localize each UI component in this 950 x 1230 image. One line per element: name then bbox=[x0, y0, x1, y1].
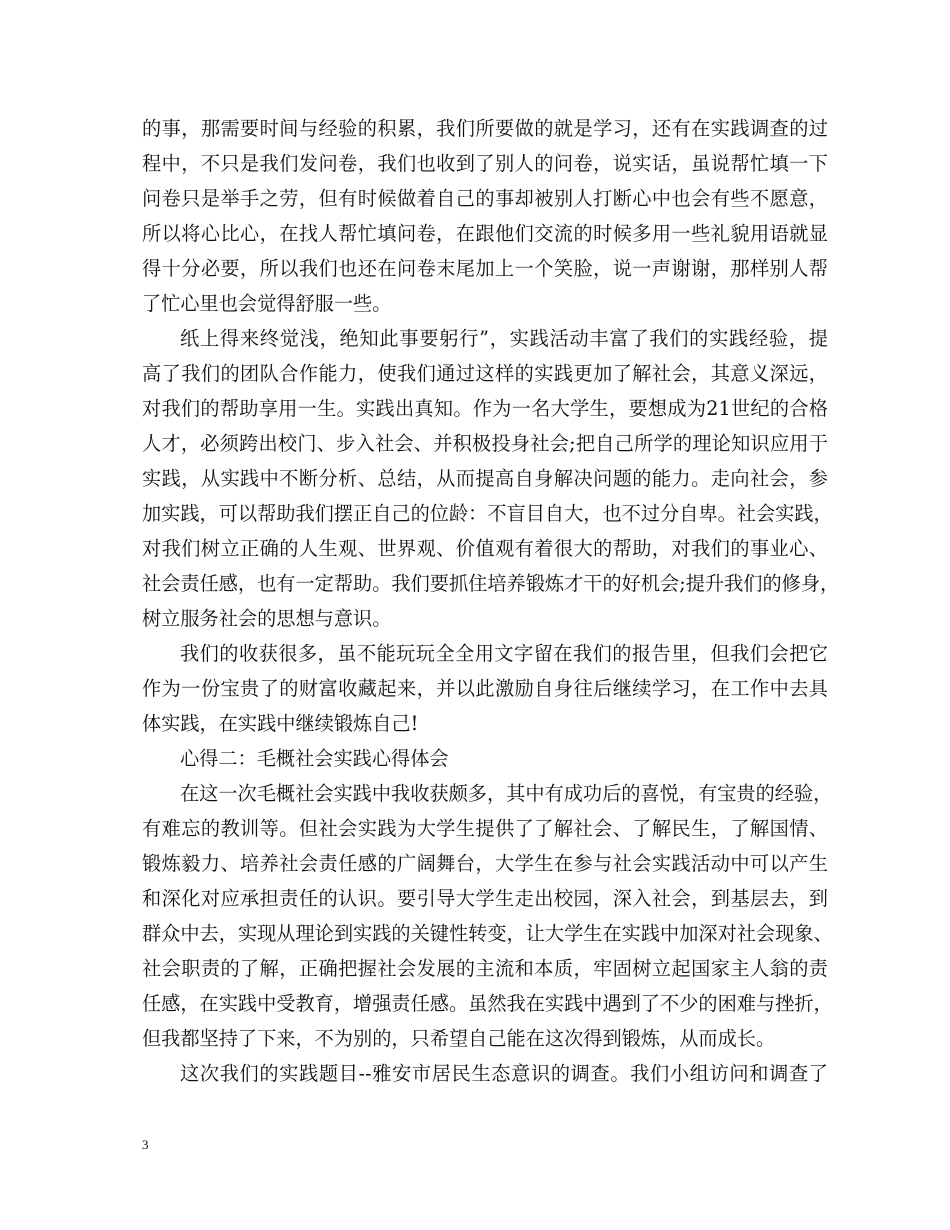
text-line: 锻炼毅力、培养社会责任感的广阔舞台，大学生在参与社会实践活动中可以产生 bbox=[142, 852, 828, 875]
text-line: 加实践，可以帮助我们摆正自己的位龄：不盲目自大，也不过分自卑。社会实践， bbox=[142, 502, 833, 525]
text-line: 和深化对应承担责任的认识。要引导大学生走出校园，深入社会，到基层去，到 bbox=[142, 887, 828, 910]
text-line: 了忙心里也会觉得舒服一些。 bbox=[142, 292, 392, 315]
text-line: 在这一次毛概社会实践中我收获颇多，其中有成功后的喜悦，有宝贵的经验， bbox=[180, 782, 833, 805]
text-line: 人才，必须跨出校门、步入社会、并积极投身社会;把自己所学的理论知识应用于 bbox=[142, 432, 828, 455]
text-line: 我们的收获很多，虽不能玩玩全全用文字留在我们的报告里，但我们会把它 bbox=[180, 642, 828, 665]
text-line: 程中，不只是我们发问卷，我们也收到了别人的问卷，说实话，虽说帮忙填一下 bbox=[142, 152, 828, 175]
text-line: 高了我们的团队合作能力，使我们通过这样的实践更加了解社会，其意义深远， bbox=[142, 362, 828, 385]
text-line: 群众中去，实现从理论到实践的关键性转变，让大学生在实践中加深对社会现象、 bbox=[142, 922, 833, 945]
document-body bbox=[142, 111, 840, 1091]
text-line: 有难忘的教训等。但社会实践为大学生提供了了解社会、了解民生，了解国情、 bbox=[142, 817, 828, 840]
text-line: 问卷只是举手之劳，但有时候做着自己的事却被别人打断心中也会有些不愿意， bbox=[142, 187, 828, 210]
text-line: 对我们的帮助享用一生。实践出真知。作为一名大学生，要想成为21世纪的合格 bbox=[142, 397, 828, 420]
text-line: 体实践，在实践中继续锻炼自己! bbox=[142, 712, 419, 735]
text-line: 社会责任感，也有一定帮助。我们要抓住培养锻炼才干的好机会;提升我们的修身， bbox=[142, 572, 840, 595]
text-line: 对我们树立正确的人生观、世界观、价值观有着很大的帮助，对我们的事业心、 bbox=[142, 537, 828, 560]
text-line: 作为一份宝贵了的财富收藏起来，并以此激励自身往后继续学习，在工作中去具 bbox=[142, 677, 828, 700]
text-line: 实践，从实践中不断分析、总结，从而提高自身解决问题的能力。走向社会，参 bbox=[142, 467, 828, 490]
text-line: 纸上得来终觉浅，绝知此事要躬行”，实践活动丰富了我们的实践经验，提 bbox=[180, 327, 828, 350]
text-line: 所以将心比心，在找人帮忙填问卷，在跟他们交流的时候多用一些礼貌用语就显 bbox=[142, 222, 828, 245]
page-number: 3 bbox=[142, 1137, 149, 1152]
text-line: 这次我们的实践题目--雅安市居民生态意识的调查。我们小组访问和调查了 bbox=[180, 1062, 828, 1085]
text-line: 心得二：毛概社会实践心得体会 bbox=[180, 747, 449, 770]
text-line: 的事，那需要时间与经验的积累，我们所要做的就是学习，还有在实践调查的过 bbox=[142, 117, 828, 140]
text-line: 但我都坚持了下来，不为别的，只希望自己能在这次得到锻炼，从而成长。 bbox=[142, 1027, 776, 1050]
text-line: 社会职责的了解，正确把握社会发展的主流和本质，牢固树立起国家主人翁的责 bbox=[142, 957, 828, 980]
text-line: 任感，在实践中受教育，增强责任感。虽然我在实践中遇到了不少的困难与挫折， bbox=[142, 992, 833, 1015]
text-line: 树立服务社会的思想与意识。 bbox=[142, 607, 392, 630]
text-line: 得十分必要，所以我们也还在问卷末尾加上一个笑脸，说一声谢谢，那样别人帮 bbox=[142, 257, 828, 280]
